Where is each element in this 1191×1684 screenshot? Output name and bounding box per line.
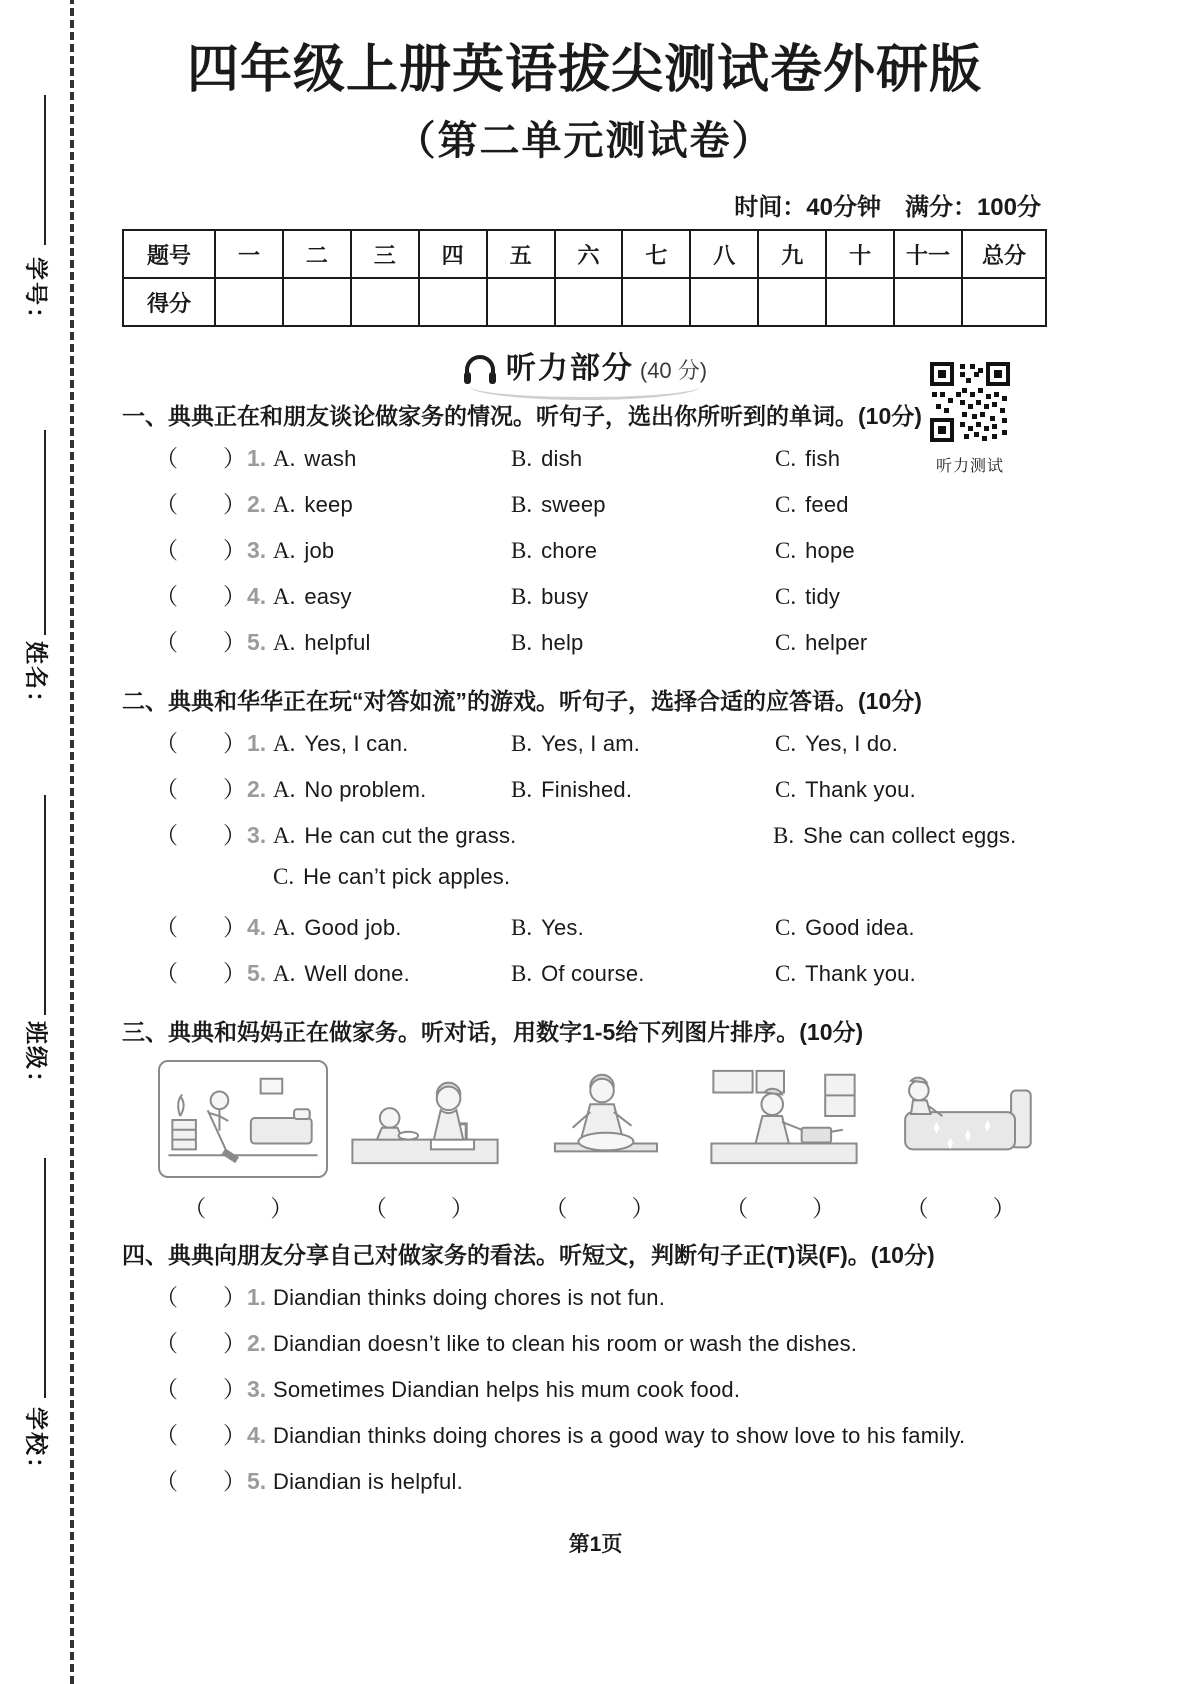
question-number: ）3. — [223, 1376, 267, 1403]
score-table — [122, 229, 1047, 327]
margin-label-school: 学校： — [23, 1407, 50, 1482]
picture-answer-row — [122, 1190, 1047, 1224]
statement-row — [122, 1417, 1047, 1463]
score-col: 十 — [826, 230, 894, 278]
option-b: B. dish — [511, 446, 583, 472]
option-c: C. tidy — [775, 584, 841, 610]
option-a: A. wash — [273, 446, 357, 472]
score-col: 七 — [622, 230, 690, 278]
question-number: ）1. — [223, 445, 267, 472]
listening-title: 听力部分 — [505, 352, 634, 385]
answer-bracket: （ ） — [544, 1195, 661, 1222]
option-c: C. Thank you. — [775, 777, 916, 803]
score-col-total: 总分 — [962, 230, 1046, 278]
qr-code — [928, 360, 1012, 444]
score-table-header-row — [123, 230, 1046, 278]
question-number: ）4. — [223, 914, 267, 941]
score-cell — [283, 278, 351, 326]
question-row — [122, 486, 1047, 532]
question-row — [122, 817, 1047, 863]
score-col: 十一 — [894, 230, 962, 278]
picture-row — [122, 1060, 1047, 1178]
answer-bracket-open: （ — [155, 1330, 178, 1357]
option-a: A. Good job. — [273, 915, 402, 941]
option-b: B. Finished. — [511, 777, 633, 803]
section-four-heading: 四、典典向朋友分享自己对做家务的看法。听短文，判断句子正(T)误(F)。(10分) — [122, 1242, 935, 1269]
answer-bracket-open: （ — [155, 1376, 178, 1403]
score-cell — [419, 278, 487, 326]
question-number: ）5. — [223, 960, 267, 987]
statement-text: Diandian thinks doing chores is a good way to show love to his family. — [273, 1423, 966, 1449]
score-row-label: 得分 — [123, 278, 215, 326]
option-a: A. easy — [273, 584, 352, 610]
question-row — [122, 440, 1047, 486]
section-two-heading: 二、典典和华华正在玩“对答如流”的游戏。听句子，选择合适的应答语。(10分) — [122, 688, 922, 715]
score-col: 九 — [758, 230, 826, 278]
question-row — [122, 624, 1047, 670]
question-row-continuation — [122, 863, 1047, 909]
statement-text: Sometimes Diandian helps his mum cook food. — [273, 1377, 741, 1403]
score-cell — [690, 278, 758, 326]
score-table-score-row — [123, 278, 1046, 326]
answer-bracket-open: （ — [155, 960, 178, 987]
answer-bracket-open: （ — [155, 629, 178, 656]
option-a: A. No problem. — [273, 777, 427, 803]
score-cell — [894, 278, 962, 326]
answer-bracket-open: （ — [155, 583, 178, 610]
option-c: C. helper — [775, 630, 868, 656]
answer-bracket-open: （ — [155, 1284, 178, 1311]
score-cell — [487, 278, 555, 326]
main-content — [122, 0, 1047, 1509]
option-a: A. keep — [273, 492, 353, 518]
page-number: 第1页 — [568, 1533, 623, 1556]
student-id-write-line — [44, 95, 46, 245]
question-number: ）2. — [223, 776, 267, 803]
listening-qr-block — [925, 360, 1015, 476]
question-number: ）5. — [223, 629, 267, 656]
answer-bracket-open: （ — [155, 491, 178, 518]
listening-points: (40 分) — [639, 358, 708, 383]
section-two — [122, 686, 1047, 1001]
section-one-heading: 一、典典正在和朋友谈论做家务的情况。听句子，选出你所听到的单词。(10分) — [122, 403, 922, 429]
statement-row — [122, 1325, 1047, 1371]
question-number: ）1. — [223, 1284, 267, 1311]
answer-bracket-open: （ — [155, 914, 178, 941]
option-c: C. hope — [775, 538, 855, 564]
question-row — [122, 578, 1047, 624]
question-number: ）3. — [223, 537, 267, 564]
option-b: B. Yes, I am. — [511, 731, 641, 757]
option-b: B. help — [511, 630, 584, 656]
score-col: 一 — [215, 230, 283, 278]
option-b: B. chore — [511, 538, 598, 564]
question-number: ）2. — [223, 1330, 267, 1357]
image-washing-dishes — [342, 1060, 508, 1174]
score-cell — [826, 278, 894, 326]
option-b: B. Of course. — [511, 961, 645, 987]
question-row — [122, 955, 1047, 1001]
score-cell — [215, 278, 283, 326]
score-col: 六 — [555, 230, 623, 278]
question-number: ）4. — [223, 583, 267, 610]
score-col: 四 — [419, 230, 487, 278]
score-col: 二 — [283, 230, 351, 278]
answer-bracket: （ ） — [725, 1195, 842, 1222]
image-making-bed — [881, 1060, 1047, 1174]
score-col: 八 — [690, 230, 758, 278]
score-cell — [351, 278, 419, 326]
option-a: A. He can cut the grass. — [273, 823, 517, 849]
headphone-icon — [462, 353, 498, 385]
option-c: C. He can’t pick apples. — [273, 864, 511, 890]
section-one — [122, 401, 1047, 670]
option-c: C. fish — [775, 446, 841, 472]
page-title: 四年级上册英语拔尖测试卷外研版 — [186, 41, 982, 99]
option-c: C. Good idea. — [775, 915, 915, 941]
answer-bracket: （ ） — [905, 1195, 1022, 1222]
statement-text: Diandian thinks doing chores is not fun. — [273, 1285, 666, 1311]
answer-bracket: （ ） — [183, 1195, 300, 1222]
image-preparing-food — [522, 1060, 688, 1174]
question-number: ）5. — [223, 1468, 267, 1495]
school-write-line — [44, 1158, 46, 1398]
answer-bracket-open: （ — [155, 445, 178, 472]
score-cell — [622, 278, 690, 326]
section-three — [122, 1017, 1047, 1224]
score-cell — [555, 278, 623, 326]
option-b: B. busy — [511, 584, 589, 610]
question-number: ）1. — [223, 730, 267, 757]
score-cell — [758, 278, 826, 326]
score-cell — [962, 278, 1046, 326]
question-number: ）4. — [223, 1422, 267, 1449]
class-write-line — [44, 795, 46, 1015]
question-number: ）3. — [223, 822, 267, 849]
statement-row — [122, 1371, 1047, 1417]
section-three-heading: 三、典典和妈妈正在做家务。听对话，用数字1-5给下列图片排序。(10分) — [122, 1019, 864, 1046]
option-c: C. feed — [775, 492, 849, 518]
answer-bracket-open: （ — [155, 537, 178, 564]
margin-label-name: 姓名： — [23, 641, 50, 716]
name-write-line — [44, 430, 46, 635]
time-score-info: 时间：40分钟 满分：100分 — [734, 194, 1041, 221]
statement-row — [122, 1463, 1047, 1509]
answer-bracket-open: （ — [155, 1468, 178, 1495]
binding-dashed-line — [70, 0, 74, 1684]
option-a: A. Well done. — [273, 961, 410, 987]
question-number: ）2. — [223, 491, 267, 518]
answer-bracket: （ ） — [363, 1195, 480, 1222]
option-c: C. Thank you. — [775, 961, 916, 987]
option-b: B. sweep — [511, 492, 606, 518]
question-row — [122, 532, 1047, 578]
page-subtitle: （第二单元测试卷） — [395, 119, 774, 163]
qr-caption: 听力测试 — [935, 458, 1004, 475]
option-b: B. She can collect eggs. — [773, 823, 1017, 849]
answer-bracket-open: （ — [155, 776, 178, 803]
statement-text: Diandian is helpful. — [273, 1469, 463, 1495]
margin-label-student-id: 学号： — [23, 257, 50, 332]
listening-section-header — [122, 343, 1047, 395]
score-col: 三 — [351, 230, 419, 278]
option-a: A. helpful — [273, 630, 371, 656]
section-four — [122, 1240, 1047, 1509]
margin-label-class: 班级： — [23, 1021, 50, 1096]
option-a: A. Yes, I can. — [273, 731, 409, 757]
answer-bracket-open: （ — [155, 1422, 178, 1449]
score-table-label: 题号 — [123, 230, 215, 278]
question-row — [122, 909, 1047, 955]
image-sweeping-floor — [158, 1060, 328, 1178]
answer-bracket-open: （ — [155, 822, 178, 849]
option-b: B. Yes. — [511, 915, 584, 941]
option-a: A. job — [273, 538, 335, 564]
statement-text: Diandian doesn’t like to clean his room or wash the dishes. — [273, 1331, 858, 1357]
option-c: C. Yes, I do. — [775, 731, 899, 757]
question-row — [122, 725, 1047, 771]
question-row — [122, 771, 1047, 817]
answer-bracket-open: （ — [155, 730, 178, 757]
image-cooking-in-kitchen — [701, 1060, 867, 1174]
score-col: 五 — [487, 230, 555, 278]
statement-row — [122, 1279, 1047, 1325]
